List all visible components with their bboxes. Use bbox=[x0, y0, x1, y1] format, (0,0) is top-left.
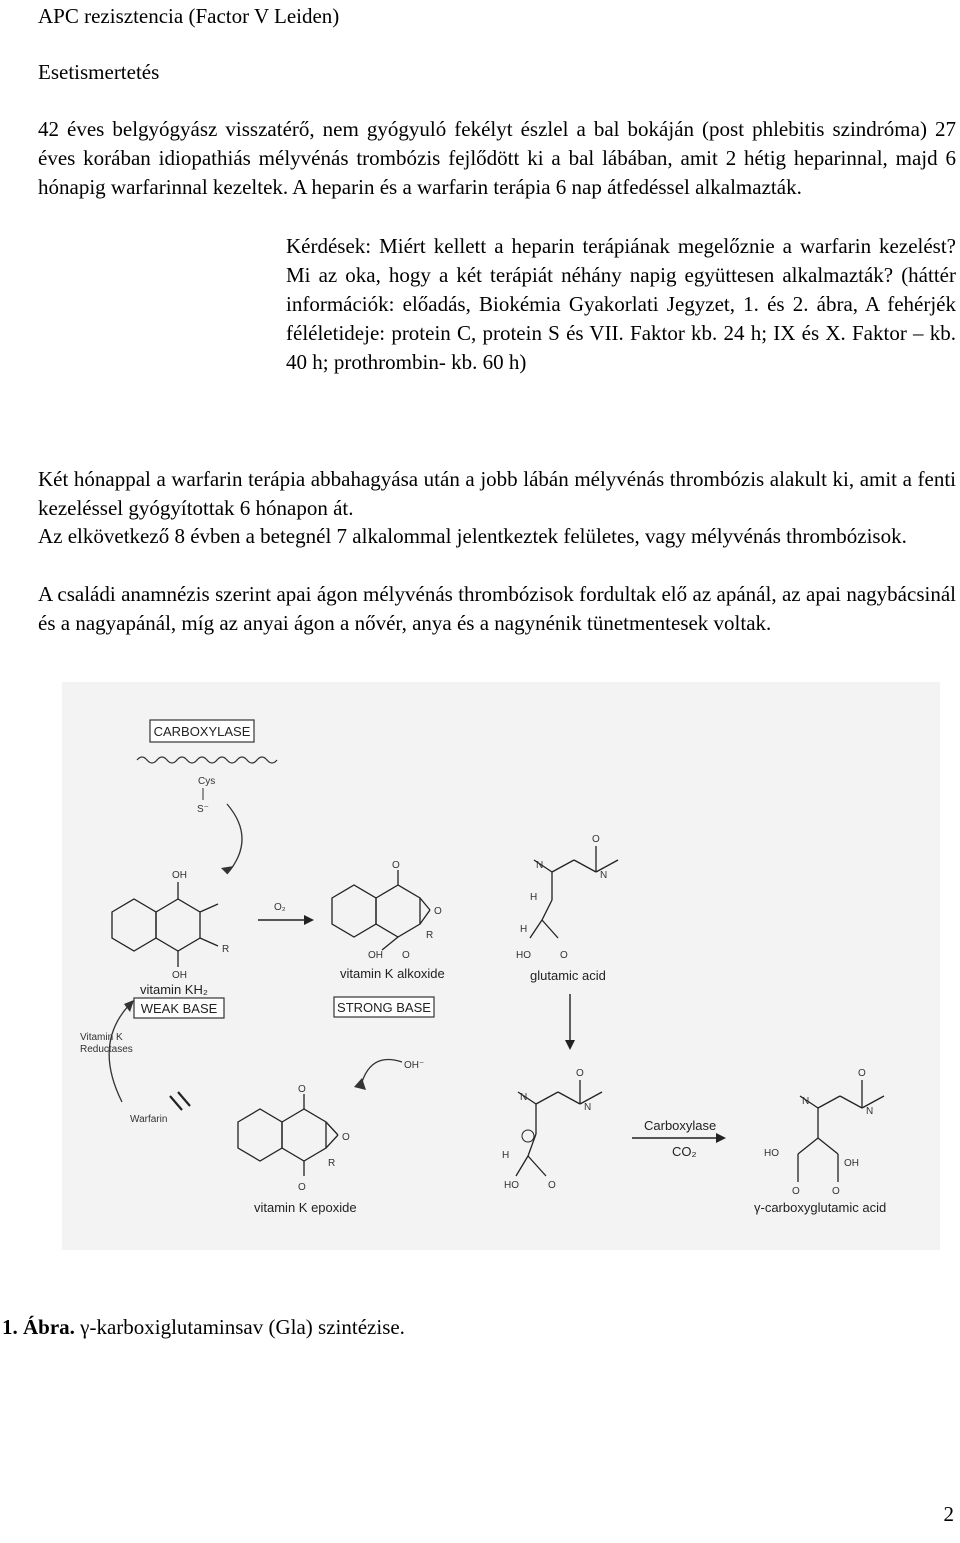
gla-o-left: O bbox=[792, 1186, 800, 1197]
questions-paragraph: Kérdések: Miért kellett a heparin terápiának megelőznie a warfarin kezelést? Mi az oka, hogy a két terápiát néhány napig együttesen alkalmazták? (háttér információk: előadás, Biokémia Gyakorlati Jegyzet, 1. és 2. ábra, A fehérjék féléletideje: protein C, protein S és VII. Faktor kb. 24 h; IX és X. Faktor – kb. 40 h; prothrombin- kb. 60 h) bbox=[286, 234, 956, 374]
case-intro-paragraph: 42 éves belgyógyász visszatérő, nem gyógyuló fekélyt észlel a bal bokáján (post phlebitis szindróma) 27 éves korában idiopathiás mélyvénás trombózis fejlődött ki a bal lábában, amit 2 hétig heparinnal, majd 6 hónapig warfarinnal kezeltek. A heparin és a warfarin terápia 6 nap átfedéssel alkalmazták. bbox=[38, 117, 956, 199]
glutamic-acid-label: glutamic acid bbox=[530, 968, 606, 983]
vitamin-k-epoxide-label: vitamin K epoxide bbox=[254, 1200, 357, 1215]
gla-n-right: N bbox=[866, 1106, 874, 1117]
carbanion-h-label: H bbox=[502, 1150, 510, 1161]
kh2-oh-bottom: OH bbox=[172, 970, 187, 981]
gla-o-right: O bbox=[832, 1186, 840, 1197]
glu-h-1: H bbox=[530, 892, 538, 903]
gla-ho-label: HO bbox=[764, 1148, 779, 1159]
figure-svg bbox=[62, 682, 940, 1250]
kh2-r-label: R bbox=[222, 944, 230, 955]
carbanion-ho-label: HO bbox=[504, 1180, 519, 1191]
glu-o-top: O bbox=[592, 834, 600, 845]
kh2-oh-top: OH bbox=[172, 870, 187, 881]
caption-number: 1. Ábra. bbox=[2, 1315, 75, 1339]
document-title: APC rezisztencia (Factor V Leiden) bbox=[38, 4, 340, 28]
caption-text: γ-karboxiglutaminsav (Gla) szintézise. bbox=[74, 1315, 405, 1339]
reductase-label-1: Vitamin K bbox=[80, 1032, 123, 1043]
oh-minus-label: OH⁻ bbox=[404, 1060, 425, 1071]
strong-base-label: STRONG BASE bbox=[337, 1000, 431, 1015]
weak-base-label: WEAK BASE bbox=[140, 1001, 218, 1016]
gla-label: γ-carboxyglutamic acid bbox=[754, 1200, 887, 1215]
epoxide-r-label: R bbox=[328, 1158, 336, 1169]
warfarin-label: Warfarin bbox=[130, 1114, 168, 1125]
epoxide-o-bottom: O bbox=[298, 1182, 306, 1193]
o2-label: O₂ bbox=[274, 902, 286, 913]
alkoxide-o-bottom: O bbox=[402, 950, 410, 961]
carbanion-n-left: N bbox=[520, 1092, 528, 1103]
figure-background bbox=[62, 682, 940, 1250]
carbanion-n-right: N bbox=[584, 1102, 592, 1113]
family-history-paragraph: A családi anamnézis szerint apai ágon mélyvénás thrombózisok fordultak elő az apánál, az apai nagybácsinál és a nagyapánál, míg az anyai ágon a nővér, anya és a nagynénik tünetmentesek voltak. bbox=[38, 582, 956, 635]
glu-o-bottom: O bbox=[560, 950, 568, 961]
vitamin-kh2-label: vitamin KH₂ bbox=[140, 982, 208, 997]
vitamin-k-cycle-figure bbox=[62, 682, 940, 1250]
followup-paragraph: Az elkövetkező 8 évben a betegnél 7 alkalommal jelentkeztek felületes, vagy mélyvénás thrombózisok. bbox=[38, 524, 907, 548]
page-number: 2 bbox=[943, 1502, 954, 1526]
co2-label: CO₂ bbox=[672, 1144, 697, 1159]
s-minus-label: S⁻ bbox=[197, 804, 209, 815]
carboxylase-arrow-label: Carboxylase bbox=[644, 1118, 717, 1133]
glu-n-left: N bbox=[536, 860, 544, 871]
alkoxide-o-ring: O bbox=[434, 906, 442, 917]
gla-n-left: N bbox=[802, 1096, 810, 1107]
gla-o-top: O bbox=[858, 1068, 866, 1079]
alkoxide-oh-label: OH bbox=[368, 950, 383, 961]
epoxide-o-top: O bbox=[298, 1084, 306, 1095]
alkoxide-o-top: O bbox=[392, 860, 400, 871]
carbanion-o-top: O bbox=[576, 1068, 584, 1079]
reductase-label-2: Reductases bbox=[80, 1044, 133, 1055]
epoxide-o-ring: O bbox=[342, 1132, 350, 1143]
glu-ho-label: HO bbox=[516, 950, 531, 961]
figure-caption bbox=[2, 1313, 405, 1341]
section-title: Esetismertetés bbox=[38, 60, 160, 84]
glu-n-right: N bbox=[600, 870, 608, 881]
glu-h-2: H bbox=[520, 924, 528, 935]
cys-label: Cys bbox=[198, 776, 216, 787]
carbanion-o-bottom: O bbox=[548, 1180, 556, 1191]
carboxylase-box-label: CARBOXYLASE bbox=[153, 724, 251, 739]
gla-oh-label: OH bbox=[844, 1158, 859, 1169]
vitamin-k-alkoxide-label: vitamin K alkoxide bbox=[340, 966, 445, 981]
alkoxide-r-label: R bbox=[426, 930, 434, 941]
recurrence-paragraph: Két hónappal a warfarin terápia abbahagyása után a jobb lábán mélyvénás thrombózis alakult ki, amit a fenti kezeléssel gyógyítottak 6 hónapon át. bbox=[38, 467, 956, 520]
